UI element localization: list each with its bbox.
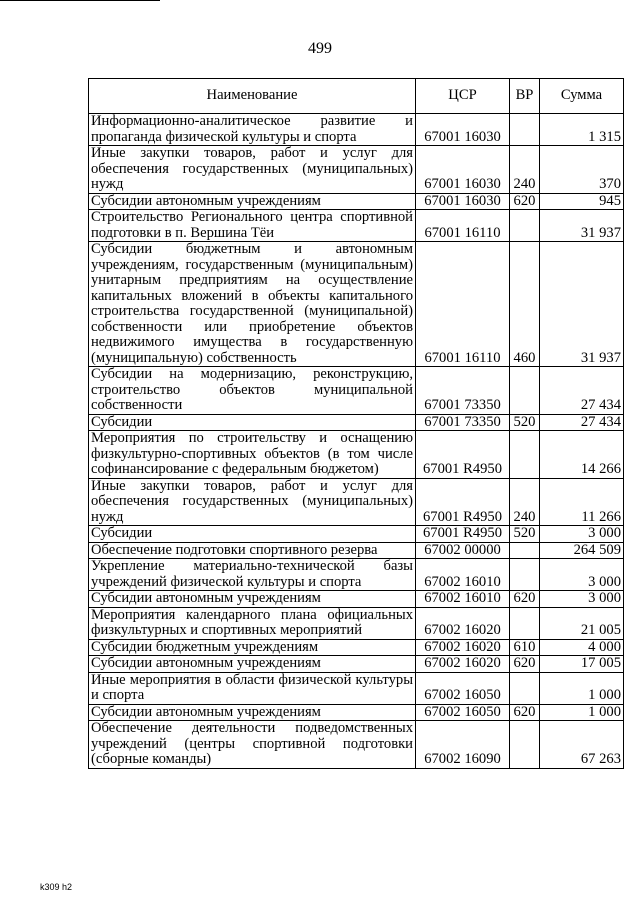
table-row <box>89 478 624 526</box>
row-csr: 67001 R4950 <box>416 526 510 543</box>
row-sum: 1 315 <box>540 114 624 146</box>
table-row <box>89 607 624 639</box>
row-sum: 1 000 <box>540 704 624 721</box>
row-name: Обеспечение деятельности подведомственных учреждений (центры спортивной подготовки (сборные команды) <box>89 721 416 769</box>
row-csr: 67002 16020 <box>416 607 510 639</box>
row-vr <box>510 367 540 415</box>
row-csr: 67002 16020 <box>416 656 510 673</box>
row-vr: 520 <box>510 414 540 431</box>
row-sum: 17 005 <box>540 656 624 673</box>
row-vr: 620 <box>510 591 540 608</box>
row-sum: 67 263 <box>540 721 624 769</box>
row-name: Субсидии <box>89 526 416 543</box>
row-name: Иные закупки товаров, работ и услуг для обеспечения государственных (муниципальных) нужд <box>89 146 416 194</box>
row-sum: 370 <box>540 146 624 194</box>
row-csr: 67001 16110 <box>416 210 510 242</box>
row-csr: 67001 73350 <box>416 367 510 415</box>
row-sum: 31 937 <box>540 242 624 367</box>
budget-table <box>88 78 624 769</box>
row-vr <box>510 559 540 591</box>
row-sum: 4 000 <box>540 639 624 656</box>
row-name: Мероприятия по строительству и оснащению физкультурно-спортивных объектов (в том числе софинансирование с федеральным бюджетом) <box>89 431 416 479</box>
row-csr: 67002 16090 <box>416 721 510 769</box>
row-name: Субсидии бюджетным учреждениям <box>89 639 416 656</box>
row-vr: 520 <box>510 526 540 543</box>
row-csr: 67001 16030 <box>416 146 510 194</box>
table-row <box>89 414 624 431</box>
row-name: Мероприятия календарного плана официальных физкультурных и спортивных мероприятий <box>89 607 416 639</box>
row-sum: 3 000 <box>540 526 624 543</box>
row-csr: 67001 R4950 <box>416 431 510 479</box>
row-name: Иные мероприятия в области физической культуры и спорта <box>89 672 416 704</box>
row-sum: 31 937 <box>540 210 624 242</box>
row-vr: 460 <box>510 242 540 367</box>
table-row <box>89 542 624 559</box>
footer-code: k309 h2 <box>40 882 73 892</box>
table-body <box>89 114 624 769</box>
table-row <box>89 146 624 194</box>
row-csr: 67002 16010 <box>416 559 510 591</box>
table-row <box>89 367 624 415</box>
row-name: Субсидии автономным учреждениям <box>89 656 416 673</box>
row-vr <box>510 431 540 479</box>
table-header-row <box>89 79 624 114</box>
row-name: Строительство Регионального центра спортивной подготовки в п. Вершина Тёи <box>89 210 416 242</box>
row-sum: 14 266 <box>540 431 624 479</box>
row-sum: 27 434 <box>540 367 624 415</box>
header-sum: Сумма <box>540 79 624 114</box>
table-row <box>89 639 624 656</box>
row-sum: 264 509 <box>540 542 624 559</box>
table-row <box>89 526 624 543</box>
row-vr <box>510 721 540 769</box>
header-vr: ВР <box>510 79 540 114</box>
table-row <box>89 431 624 479</box>
table-row <box>89 193 624 210</box>
row-sum: 3 000 <box>540 559 624 591</box>
row-csr: 67002 16010 <box>416 591 510 608</box>
row-vr: 620 <box>510 656 540 673</box>
header-csr: ЦСР <box>416 79 510 114</box>
row-name: Субсидии автономным учреждениям <box>89 193 416 210</box>
table-row <box>89 114 624 146</box>
row-sum: 11 266 <box>540 478 624 526</box>
row-vr <box>510 672 540 704</box>
row-sum: 1 000 <box>540 672 624 704</box>
top-rule <box>0 0 160 1</box>
row-name: Субсидии бюджетным и автономным учреждениям, государственным (муниципальным) унитарным предприятиям на осуществление капитальных вложений в объекты капитального строительства государственной (муниципальной) собственности или приобретение объектов недвижимого имущества в государственную (муниципальную) собственность <box>89 242 416 367</box>
row-csr: 67001 73350 <box>416 414 510 431</box>
row-csr: 67002 00000 <box>416 542 510 559</box>
row-vr <box>510 210 540 242</box>
row-sum: 21 005 <box>540 607 624 639</box>
row-sum: 3 000 <box>540 591 624 608</box>
row-sum: 27 434 <box>540 414 624 431</box>
row-vr: 240 <box>510 478 540 526</box>
page-number: 499 <box>308 40 332 57</box>
row-vr <box>510 607 540 639</box>
row-csr: 67001 16030 <box>416 193 510 210</box>
row-csr: 67001 16030 <box>416 114 510 146</box>
table-row <box>89 704 624 721</box>
row-name: Укрепление материально-технической базы учреждений физической культуры и спорта <box>89 559 416 591</box>
row-name: Субсидии автономным учреждениям <box>89 704 416 721</box>
header-name: Наименование <box>89 79 416 114</box>
row-name: Иные закупки товаров, работ и услуг для обеспечения государственных (муниципальных) нужд <box>89 478 416 526</box>
table-row <box>89 559 624 591</box>
row-csr: 67002 16020 <box>416 639 510 656</box>
row-csr: 67001 R4950 <box>416 478 510 526</box>
row-csr: 67001 16110 <box>416 242 510 367</box>
table-row <box>89 721 624 769</box>
row-vr: 240 <box>510 146 540 194</box>
row-name: Информационно-аналитическое развитие и пропаганда физической культуры и спорта <box>89 114 416 146</box>
table-row <box>89 242 624 367</box>
row-vr: 620 <box>510 193 540 210</box>
row-csr: 67002 16050 <box>416 672 510 704</box>
row-name: Обеспечение подготовки спортивного резерва <box>89 542 416 559</box>
row-vr <box>510 114 540 146</box>
row-csr: 67002 16050 <box>416 704 510 721</box>
row-name: Субсидии <box>89 414 416 431</box>
table-row <box>89 656 624 673</box>
row-vr: 610 <box>510 639 540 656</box>
table-row <box>89 672 624 704</box>
row-vr <box>510 542 540 559</box>
row-vr: 620 <box>510 704 540 721</box>
row-sum: 945 <box>540 193 624 210</box>
table-row <box>89 591 624 608</box>
row-name: Субсидии на модернизацию, реконструкцию, строительство объектов муниципальной собственности <box>89 367 416 415</box>
row-name: Субсидии автономным учреждениям <box>89 591 416 608</box>
table-row <box>89 210 624 242</box>
